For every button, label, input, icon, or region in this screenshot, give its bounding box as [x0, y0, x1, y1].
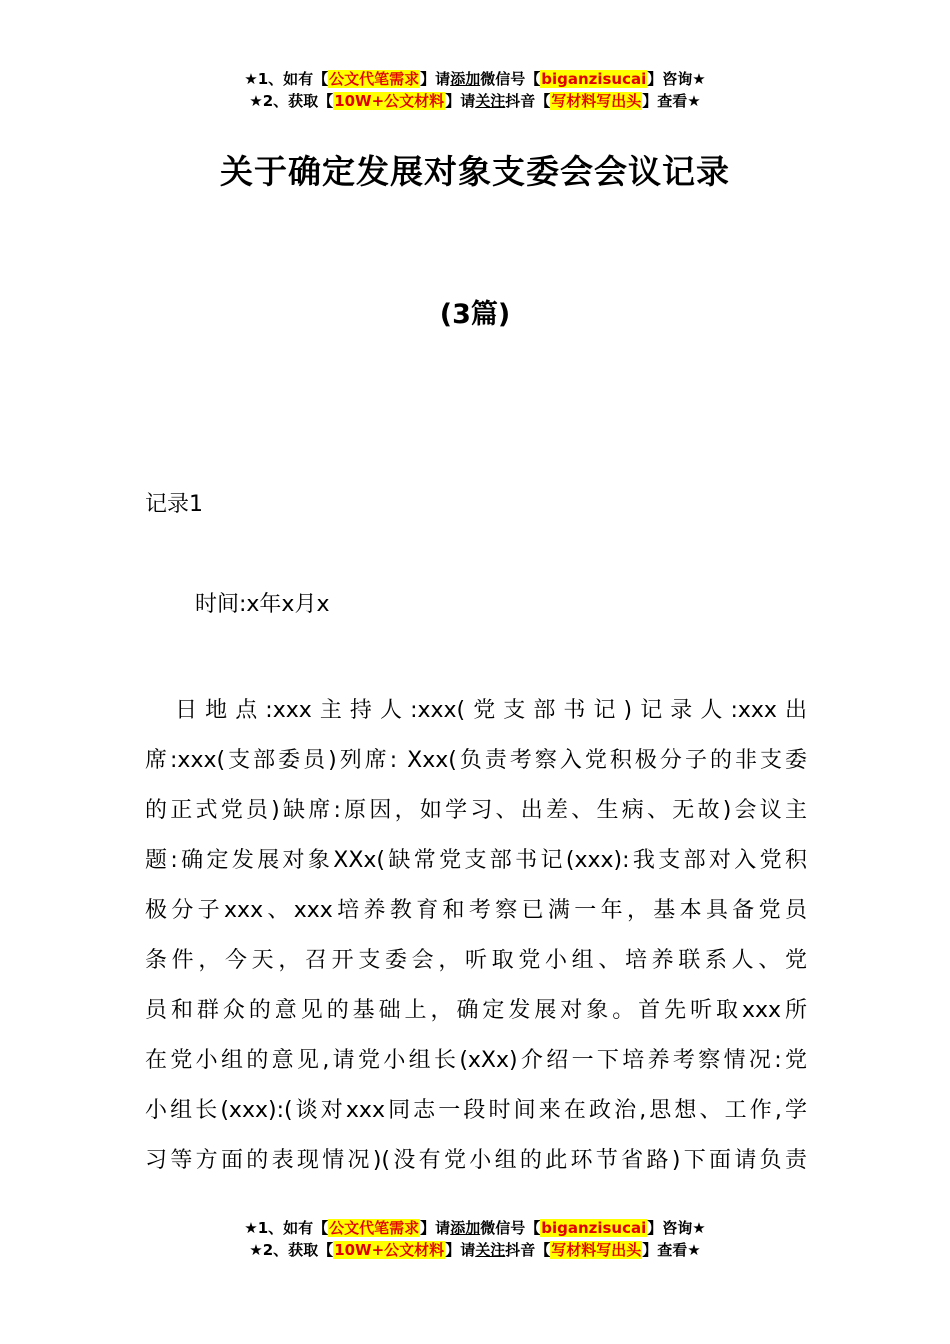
banner-underlined-text: 关注	[475, 1241, 506, 1259]
record-heading: 记录1	[145, 492, 203, 517]
body-line: 员和群众的意见的基础上，确定发展对象。首先听取xxx所	[145, 998, 807, 1023]
banner-underlined-text: 添加	[450, 70, 481, 88]
banner-text: 】咨询★	[647, 1219, 706, 1237]
body-line: 的正式党员)缺席:原因，如学习、出差、生病、无故)会议主	[145, 798, 807, 823]
banner-text: 抖音【	[505, 92, 551, 110]
banner-text: ★2、获取【	[249, 92, 334, 110]
body-line: 题:确定发展对象XXx(缺常党支部书记(xxx):我支部对入党积	[145, 848, 807, 873]
banner-text: ★1、如有【	[244, 70, 329, 88]
banner-highlight: 写材料写出头	[551, 1241, 642, 1259]
body-paragraph	[145, 686, 807, 1186]
banner-highlight: 公文代笔需求	[329, 70, 420, 88]
footer-banner	[0, 1217, 950, 1261]
banner-line-2	[0, 1239, 950, 1261]
document-subtitle: (3篇)	[439, 299, 511, 330]
banner-text: ★1、如有【	[244, 1219, 329, 1237]
body-line: 习等方面的表现情况)(没有党小组的此环节省路)下面请负责	[145, 1148, 807, 1173]
banner-text: 微信号【	[480, 1219, 541, 1237]
banner-text: 】查看★	[642, 1241, 701, 1259]
document-title: 关于确定发展对象支委会会议记录	[220, 152, 730, 191]
banner-text: 】请	[420, 70, 451, 88]
body-line: 在党小组的意见,请党小组长(xXx)介绍一下培养考察情况:党	[145, 1048, 807, 1073]
banner-underlined-text: 关注	[475, 92, 506, 110]
banner-text: 】请	[420, 1219, 451, 1237]
banner-highlight: biganzisucai	[541, 70, 647, 88]
banner-highlight: 写材料写出头	[551, 92, 642, 110]
banner-text: ★2、获取【	[249, 1241, 334, 1259]
banner-text: 微信号【	[480, 70, 541, 88]
banner-highlight: biganzisucai	[541, 1219, 647, 1237]
time-line: 时间:x年x月x	[195, 592, 330, 617]
banner-line-1	[0, 1217, 950, 1239]
banner-highlight: 公文代笔需求	[329, 1219, 420, 1237]
banner-text: 】咨询★	[647, 70, 706, 88]
body-line: 席:xxx(支部委员)列席: Xxx(负责考察入党积极分子的非支委	[145, 748, 807, 773]
body-line: 日地点:xxx主持人:xxx(党支部书记)记录人:xxx出	[145, 698, 807, 723]
body-line: 极分子xxx、xxx培养教育和考察已满一年，基本具备党员	[145, 898, 807, 923]
banner-text: 】查看★	[642, 92, 701, 110]
banner-highlight: 10W+公文材料	[334, 1241, 445, 1259]
banner-line-1	[0, 68, 950, 90]
banner-text: 抖音【	[505, 1241, 551, 1259]
body-line: 条件，今天，召开支委会，听取党小组、培养联系人、党	[145, 948, 807, 973]
banner-highlight: 10W+公文材料	[334, 92, 445, 110]
body-line: 小组长(xxx):(谈对xxx同志一段时间来在政治,思想、工作,学	[145, 1098, 807, 1123]
banner-text: 】请	[445, 92, 476, 110]
banner-line-2	[0, 90, 950, 112]
banner-text: 】请	[445, 1241, 476, 1259]
banner-underlined-text: 添加	[450, 1219, 481, 1237]
header-banner	[0, 68, 950, 112]
